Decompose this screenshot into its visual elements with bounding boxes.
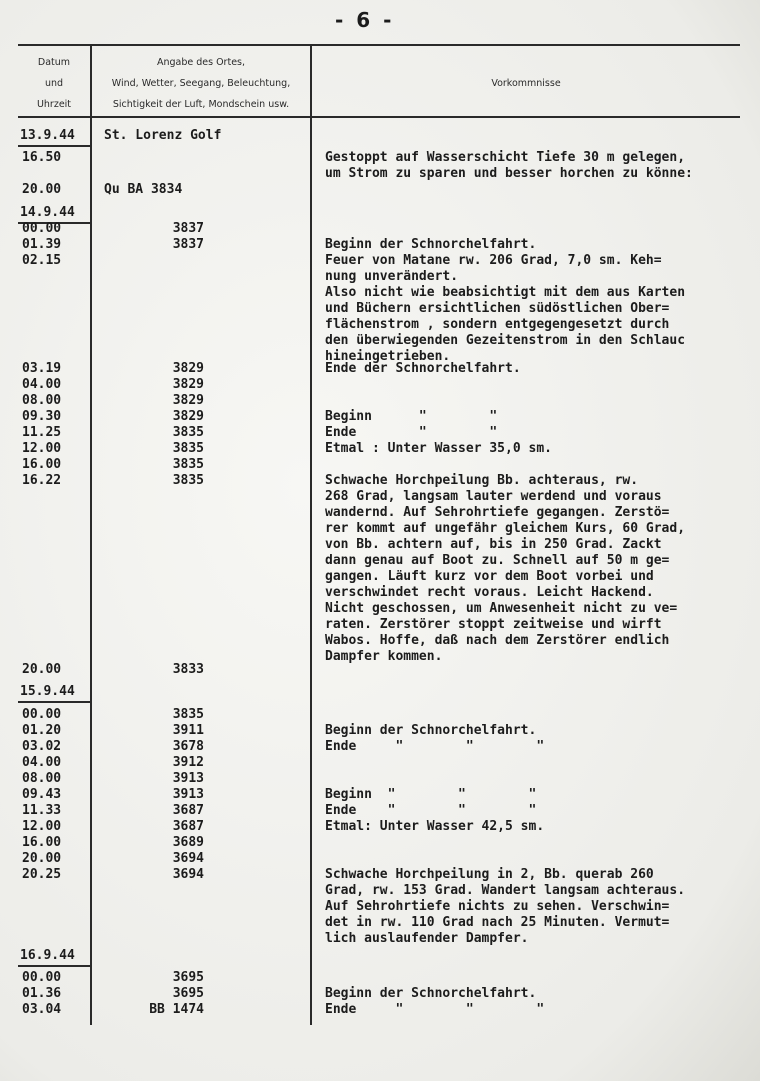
entry-event-text: flächenstrom , sondern entgegengesetzt durch (325, 317, 670, 332)
entry-time: 04.00 (22, 377, 62, 392)
entry-position: 3694 (172, 867, 204, 882)
log-entry-row (0, 707, 760, 723)
log-entry-row (0, 771, 760, 787)
log-entry-row (0, 333, 760, 349)
log-entry-row (0, 237, 760, 253)
entry-event-text: Ende " " " (325, 803, 537, 818)
entry-time: 04.00 (22, 755, 62, 770)
entry-position: 3687 (172, 819, 204, 834)
log-entry-row (0, 723, 760, 739)
log-entry-row (0, 755, 760, 771)
entry-position: 3913 (172, 787, 204, 802)
log-entry-row (0, 851, 760, 867)
log-entry-row (0, 205, 760, 221)
entry-time: 08.00 (22, 393, 62, 408)
entry-time: 20.25 (22, 867, 62, 882)
entry-event-text: Grad, rw. 153 Grad. Wandert langsam achteraus. (325, 883, 686, 898)
log-entry-row (0, 301, 760, 317)
entry-position: Qu BA 3834 (104, 182, 183, 197)
entry-event-text: Beginn der Schnorchelfahrt. (325, 986, 537, 1001)
entry-position: 3829 (172, 393, 204, 408)
entry-event-text: wandernd. Auf Sehrohrtiefe gegangen. Zerstö= (325, 505, 670, 520)
log-entry-row (0, 569, 760, 585)
entry-position: 3829 (172, 409, 204, 424)
log-entry-row (0, 285, 760, 301)
entry-time: 00.00 (22, 970, 62, 985)
entry-position: 3913 (172, 771, 204, 786)
entry-time: 16.22 (22, 473, 62, 488)
entry-event-text: raten. Zerstörer stoppt zeitweise und wirft (325, 617, 662, 632)
log-entry-row (0, 425, 760, 441)
log-entry-row (0, 393, 760, 409)
entry-time: 00.00 (22, 221, 62, 236)
log-entry-row (0, 684, 760, 700)
entry-position: 3912 (172, 755, 204, 770)
log-entry-row (0, 150, 760, 166)
log-entry-row (0, 537, 760, 553)
entry-time: 16.00 (22, 835, 62, 850)
entry-event-text: Beginn " " (325, 409, 498, 424)
log-entry-row (0, 787, 760, 803)
log-entry-row (0, 521, 760, 537)
entry-event-text: Etmal: Unter Wasser 42,5 sm. (325, 819, 545, 834)
entry-position: 3695 (172, 970, 204, 985)
date-heading: 15.9.44 (20, 684, 75, 699)
entry-event-text: verschwindet recht voraus. Leicht Hackend. (325, 585, 654, 600)
log-entry-row (0, 361, 760, 377)
table-header-rule (18, 116, 740, 118)
log-entry-row (0, 899, 760, 915)
entry-time: 03.02 (22, 739, 62, 754)
log-entry-row (0, 803, 760, 819)
date-underline (18, 965, 90, 967)
header-date-line: Datum (37, 57, 71, 68)
entry-position: 3829 (172, 361, 204, 376)
entry-position: 3835 (172, 457, 204, 472)
entry-position: 3835 (172, 425, 204, 440)
log-entry-row (0, 633, 760, 649)
entry-event-text: Nicht geschossen, um Anwesenheit nicht zu ve= (325, 601, 678, 616)
entry-event-text: Ende " " " (325, 739, 545, 754)
entry-time: 11.33 (22, 803, 62, 818)
entry-event-text: Feuer von Matane rw. 206 Grad, 7,0 sm. Keh= (325, 253, 662, 268)
log-entry-row (0, 377, 760, 393)
log-entry-row (0, 473, 760, 489)
date-heading: 14.9.44 (20, 205, 75, 220)
header-location-line: Wind, Wetter, Seegang, Beleuchtung, (111, 78, 291, 89)
entry-time: 01.36 (22, 986, 62, 1001)
entry-position: 3689 (172, 835, 204, 850)
entry-position: 3694 (172, 851, 204, 866)
entry-event-text: Ende " " " (325, 1002, 545, 1017)
header-location-line: Sichtigkeit der Luft, Mondschein usw. (112, 99, 290, 110)
entry-event-text: Schwache Horchpeilung in 2, Bb. querab 260 (325, 867, 654, 882)
log-entry-row (0, 317, 760, 333)
entry-event-text: det in rw. 110 Grad nach 25 Minuten. Vermut= (325, 915, 670, 930)
entry-time: 08.00 (22, 771, 62, 786)
entry-position: 3911 (172, 723, 204, 738)
entry-time: 03.04 (22, 1002, 62, 1017)
entry-position: 3687 (172, 803, 204, 818)
entry-event-text: 268 Grad, langsam lauter werdend und voraus (325, 489, 662, 504)
entry-position: 3695 (172, 986, 204, 1001)
header-date-time (18, 52, 90, 115)
entry-position: 3837 (172, 221, 204, 236)
header-location-weather (92, 52, 310, 115)
log-entry-row (0, 739, 760, 755)
entry-event-text: dann genau auf Boot zu. Schnell auf 50 m ge= (325, 553, 670, 568)
page-number: - 6 - (335, 8, 395, 32)
entry-event-text: Auf Sehrohrtiefe nichts zu sehen. Verschwin= (325, 899, 670, 914)
log-entry-row (0, 819, 760, 835)
entry-event-text: Ende " " (325, 425, 498, 440)
entry-time: 16.50 (22, 150, 62, 165)
entry-event-text: Wabos. Hoffe, daß nach dem Zerstörer endlich (325, 633, 670, 648)
entry-event-text: Beginn der Schnorchelfahrt. (325, 237, 537, 252)
entry-event-text: von Bb. achtern auf, bis in 250 Grad. Zackt (325, 537, 662, 552)
entry-event-text: gangen. Läuft kurz vor dem Boot vorbei und (325, 569, 654, 584)
entry-time: 16.00 (22, 457, 62, 472)
entry-event-text: und Büchern ersichtlichen südöstlichen Ober= (325, 301, 670, 316)
entry-time: 11.25 (22, 425, 62, 440)
log-entry-row (0, 617, 760, 633)
entry-event-text: lich auslaufender Dampfer. (325, 931, 529, 946)
header-date-line: und (44, 78, 64, 89)
entry-event-text: rer kommt auf ungefähr gleichem Kurs, 60 Grad, (325, 521, 686, 536)
log-entry-row (0, 986, 760, 1002)
log-entry-row (0, 166, 760, 182)
table-top-rule (18, 44, 740, 46)
entry-position: 3833 (172, 662, 204, 677)
log-entry-row (0, 269, 760, 285)
entry-position: 3835 (172, 473, 204, 488)
header-location-line: Angabe des Ortes, (156, 57, 246, 68)
log-entry-row (0, 457, 760, 473)
entry-event-text: Ende der Schnorchelfahrt. (325, 361, 521, 376)
log-entry-row (0, 970, 760, 986)
entry-position: 3837 (172, 237, 204, 252)
log-entry-row (0, 182, 760, 198)
date-heading: 16.9.44 (20, 948, 75, 963)
log-entry-row (0, 931, 760, 947)
log-entry-row (0, 601, 760, 617)
entry-event-text: Also nicht wie beabsichtigt mit dem aus Karten (325, 285, 686, 300)
entry-event-text: Schwache Horchpeilung Bb. achteraus, rw. (325, 473, 639, 488)
entry-time: 00.00 (22, 707, 62, 722)
entry-time: 02.15 (22, 253, 62, 268)
entry-event-text: um Strom zu sparen und besser horchen zu könne: (325, 166, 693, 181)
log-entry-row (0, 948, 760, 964)
log-entry-row (0, 585, 760, 601)
log-entry-row (0, 835, 760, 851)
entry-event-text: Dampfer kommen. (325, 649, 443, 664)
log-entry-row (0, 505, 760, 521)
entry-time: 20.00 (22, 182, 62, 197)
header-date-line: Uhrzeit (36, 99, 72, 110)
log-entry-row (0, 883, 760, 899)
entry-event-text: Gestoppt auf Wasserschicht Tiefe 30 m gelegen, (325, 150, 686, 165)
entry-event-text: Beginn " " " (325, 787, 537, 802)
entry-time: 01.20 (22, 723, 62, 738)
date-heading: 13.9.44 (20, 128, 75, 143)
entry-time: 09.30 (22, 409, 62, 424)
entry-time: 09.43 (22, 787, 62, 802)
entry-position: St. Lorenz Golf (104, 128, 222, 143)
log-entry-row (0, 489, 760, 505)
header-events: Vorkommnisse (491, 78, 561, 89)
log-entry-row (0, 221, 760, 237)
log-entry-row (0, 915, 760, 931)
entry-time: 20.00 (22, 662, 62, 677)
entry-time: 20.00 (22, 851, 62, 866)
log-entry-row (0, 662, 760, 678)
log-entry-row (0, 1002, 760, 1018)
entry-event-text: Etmal : Unter Wasser 35,0 sm. (325, 441, 552, 456)
log-entry-row (0, 553, 760, 569)
log-entry-row (0, 253, 760, 269)
date-underline (18, 145, 90, 147)
entry-position: 3835 (172, 441, 204, 456)
date-underline (18, 701, 90, 703)
entry-position: BB 1474 (149, 1002, 204, 1017)
entry-position: 3678 (172, 739, 204, 754)
entry-position: 3835 (172, 707, 204, 722)
entry-event-text: nung unverändert. (325, 269, 459, 284)
entry-time: 12.00 (22, 441, 62, 456)
entry-event-text: hineingetrieben. (325, 349, 451, 364)
log-entry-row (0, 128, 760, 144)
entry-position: 3829 (172, 377, 204, 392)
log-entry-row (0, 409, 760, 425)
entry-event-text: den überwiegenden Gezeitenstrom in den Schlauc (325, 333, 686, 348)
entry-time: 03.19 (22, 361, 62, 376)
entry-event-text: Beginn der Schnorchelfahrt. (325, 723, 537, 738)
log-entry-row (0, 441, 760, 457)
log-entry-row (0, 867, 760, 883)
entry-time: 01.39 (22, 237, 62, 252)
entry-time: 12.00 (22, 819, 62, 834)
